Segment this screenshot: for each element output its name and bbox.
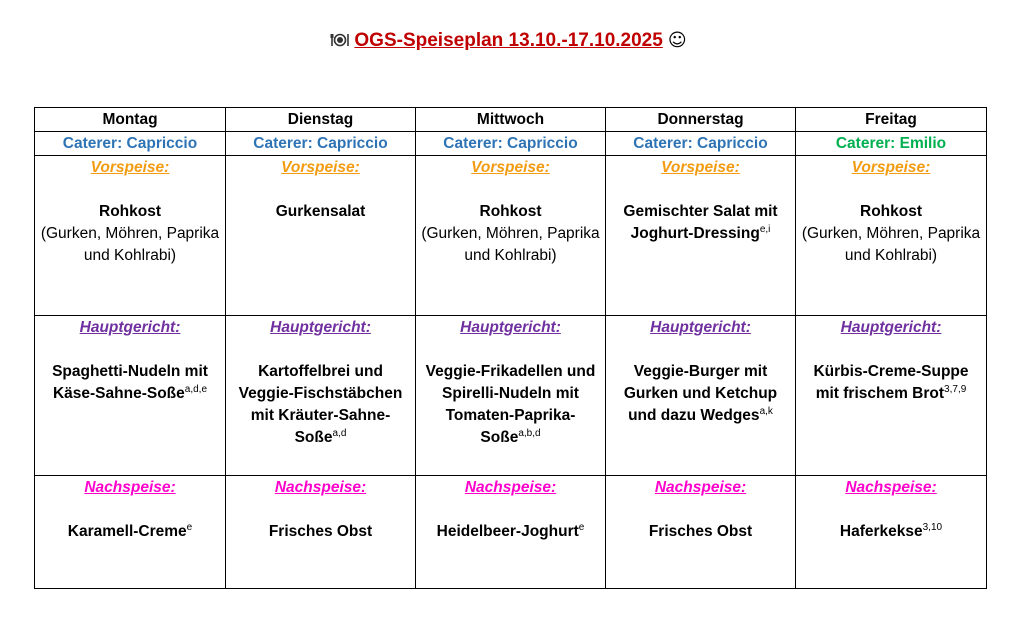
nachspeise-label: Nachspeise: <box>845 479 937 496</box>
smiley-icon: ☺ <box>667 30 687 51</box>
nachspeise-row <box>35 476 987 589</box>
hauptgericht-label: Hauptgericht: <box>840 319 942 336</box>
hauptgericht-dish: Kartoffelbrei und Veggie-Fischstäbchen mit Kräuter-Sahne-Soße$^{a,d}$ <box>238 363 403 446</box>
vorspeise-label: Vorspeise: <box>281 159 360 176</box>
vorspeise-row <box>35 156 987 316</box>
nachspeise-cell-donnerstag <box>606 476 796 589</box>
allergen-footnote: 3,10 <box>922 522 943 533</box>
allergen-footnote: 3,7,9 <box>944 384 967 395</box>
hauptgericht-dish: Kürbis-Creme-Suppe mit frischem Brot$^{3,7,9}$ <box>813 363 969 402</box>
vorspeise-dish: Rohkost (Gurken, Möhren, Paprika und Kohlrabi) <box>420 201 601 267</box>
allergen-footnote: a,d <box>332 428 347 439</box>
nachspeise-label: Nachspeise: <box>274 479 367 496</box>
allergen-footnote: e <box>186 522 193 533</box>
hauptgericht-row <box>35 316 987 476</box>
vorspeise-dish: Gurkensalat <box>275 203 366 220</box>
vorspeise-detail: (Gurken, Möhren, Paprika und Kohlrabi) <box>40 225 220 264</box>
title-text: OGS-Speiseplan 13.10.-17.10.2025 <box>354 30 663 51</box>
caterer-montag: Caterer: Capriccio <box>35 132 226 156</box>
nachspeise-label: Nachspeise: <box>654 479 747 496</box>
nachspeise-dish: Haferkekse$^{3,10}$ <box>839 522 943 540</box>
hauptgericht-label: Hauptgericht: <box>460 319 561 336</box>
day-header-freitag: Freitag <box>796 108 987 132</box>
day-header-row <box>35 108 987 132</box>
hauptgericht-dish: Veggie-Burger mit Gurken und Ketchup und dazu Wedges$^{a,k}$ <box>623 363 778 424</box>
vorspeise-label: Vorspeise: <box>90 159 170 176</box>
hauptgericht-cell-donnerstag <box>606 316 796 476</box>
hauptgericht-cell-freitag <box>796 316 987 476</box>
nachspeise-label: Nachspeise: <box>464 479 557 496</box>
caterer-dienstag: Caterer: Capriccio <box>226 132 416 156</box>
vorspeise-detail: (Gurken, Möhren, Paprika und Kohlrabi) <box>421 225 600 264</box>
allergen-footnote: a,k <box>759 406 773 417</box>
vorspeise-cell-mittwoch <box>416 156 606 316</box>
page-title <box>0 30 1017 54</box>
vorspeise-cell-freitag <box>796 156 987 316</box>
vorspeise-dish: Gemischter Salat mit Joghurt-Dressing$^{e,i}$ <box>623 203 778 242</box>
vorspeise-label: Vorspeise: <box>661 159 740 176</box>
vorspeise-label: Vorspeise: <box>851 159 931 176</box>
caterer-mittwoch: Caterer: Capriccio <box>416 132 606 156</box>
day-header-mittwoch: Mittwoch <box>416 108 606 132</box>
vorspeise-cell-donnerstag <box>606 156 796 316</box>
menu-table <box>34 107 987 589</box>
caterer-freitag: Caterer: Emilio <box>796 132 987 156</box>
hauptgericht-cell-dienstag <box>226 316 416 476</box>
plate-cutlery-icon <box>330 32 350 54</box>
hauptgericht-label: Hauptgericht: <box>270 319 371 336</box>
nachspeise-cell-montag <box>35 476 226 589</box>
hauptgericht-label: Hauptgericht: <box>650 319 751 336</box>
vorspeise-cell-montag <box>35 156 226 316</box>
vorspeise-detail: (Gurken, Möhren, Paprika und Kohlrabi) <box>801 225 981 264</box>
day-header-dienstag: Dienstag <box>226 108 416 132</box>
allergen-footnote: a,b,d <box>518 428 541 439</box>
nachspeise-dish: Frisches Obst <box>648 523 753 540</box>
caterer-donnerstag: Caterer: Capriccio <box>606 132 796 156</box>
caterer-row <box>35 132 987 156</box>
allergen-footnote: a,d,e <box>184 384 208 395</box>
hauptgericht-cell-mittwoch <box>416 316 606 476</box>
allergen-footnote: e <box>578 522 585 533</box>
nachspeise-dish: Heidelbeer-Joghurt$^e$ <box>436 522 585 540</box>
nachspeise-cell-freitag <box>796 476 987 589</box>
day-header-donnerstag: Donnerstag <box>606 108 796 132</box>
allergen-footnote: e,i <box>759 224 771 235</box>
vorspeise-dish: Rohkost (Gurken, Möhren, Paprika und Kohlrabi) <box>800 201 982 267</box>
nachspeise-dish: Frisches Obst <box>268 523 373 540</box>
vorspeise-label: Vorspeise: <box>471 159 550 176</box>
nachspeise-cell-dienstag <box>226 476 416 589</box>
day-header-montag: Montag <box>35 108 226 132</box>
vorspeise-dish: Rohkost (Gurken, Möhren, Paprika und Kohlrabi) <box>39 201 221 267</box>
hauptgericht-cell-montag <box>35 316 226 476</box>
vorspeise-cell-dienstag <box>226 156 416 316</box>
nachspeise-cell-mittwoch <box>416 476 606 589</box>
hauptgericht-label: Hauptgericht: <box>79 319 181 336</box>
hauptgericht-dish: Veggie-Frikadellen und Spirelli-Nudeln mit Tomaten-Paprika-Soße$^{a,b,d}$ <box>425 363 596 446</box>
nachspeise-label: Nachspeise: <box>84 479 176 496</box>
hauptgericht-dish: Spaghetti-Nudeln mit Käse-Sahne-Soße$^{a,d,e}$ <box>52 363 208 402</box>
nachspeise-dish: Karamell-Creme$^e$ <box>67 522 193 540</box>
